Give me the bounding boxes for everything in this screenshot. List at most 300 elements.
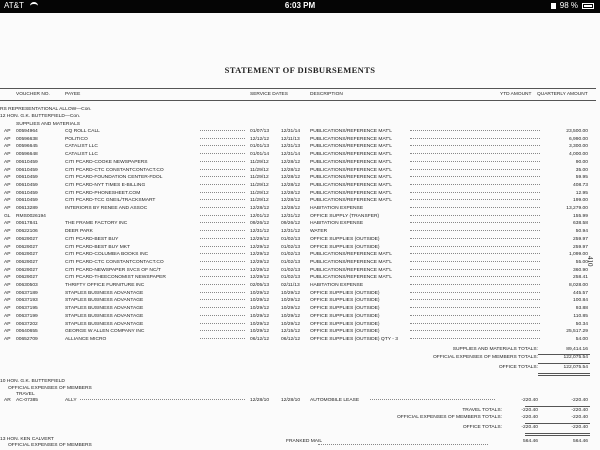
- col-service-dates: SERVICE DATES: [250, 92, 288, 97]
- voucher-number: 00629027: [16, 244, 38, 250]
- voucher-type: AP: [4, 159, 11, 165]
- voucher-number: 00596645: [16, 144, 38, 150]
- office-totals-2-ytd: -220.40: [521, 425, 538, 430]
- voucher-type: AP: [4, 306, 11, 312]
- voucher-number: 00637195: [16, 306, 38, 312]
- leader-dots: [200, 238, 245, 239]
- leader-dots: [410, 207, 540, 208]
- description: PUBLICATIONS/REFERENCE MAT'L: [310, 159, 393, 165]
- service-start: 12/29/12: [250, 275, 270, 281]
- quarterly-amount: 155.99: [573, 213, 588, 219]
- voucher-type: AP: [4, 259, 11, 265]
- payee: ALLIANCE MICRO: [65, 336, 107, 342]
- payee: CATALIST LLC: [65, 152, 98, 158]
- payee: CITI PCARD-COOKE NEWSPAPERS: [65, 159, 148, 165]
- leader-dots: [200, 145, 245, 146]
- service-end: 12/28/12: [281, 175, 301, 181]
- payee: STAPLES BUSINESS ADVANTAGE: [65, 306, 144, 312]
- voucher-number: 00630503: [16, 283, 38, 288]
- leader-dots: [410, 130, 540, 131]
- quarterly-amount: 259.97: [573, 236, 588, 242]
- service-end: 12/31/14: [281, 152, 301, 158]
- quarterly-amount: 110.85: [573, 313, 588, 319]
- service-start: 12/01/12: [250, 213, 270, 219]
- payee: CITI PCARD-THEECONOMIST NEWSPAPER: [65, 275, 166, 281]
- service-start: 10/29/12: [250, 313, 270, 319]
- voucher-number: 00637189: [16, 290, 38, 296]
- travel-totals-ytd: -220.40: [521, 408, 538, 413]
- service-start: 12/29/12: [250, 259, 270, 265]
- member-heading: 12 HON. G.K. BUTTERFIELD—Con.: [0, 114, 81, 119]
- double-rule-c: [525, 433, 590, 434]
- leader-dots: [200, 169, 245, 170]
- voucher-number: 00637199: [16, 313, 38, 319]
- voucher-number: 00629027: [16, 252, 38, 258]
- official-expenses-totals-2-label: OFFICIAL EXPENSES OF MEMBERS TOTALS:: [397, 415, 502, 420]
- service-end: 12/11/13: [281, 136, 300, 142]
- voucher-number: 00596648: [16, 152, 38, 158]
- service-end: 01/02/13: [281, 259, 301, 265]
- franked-mail-q: 564.46: [573, 439, 588, 444]
- leader-dots: [410, 284, 540, 285]
- service-start: 10/29/12: [250, 306, 270, 312]
- voucher-number: AC-07385: [16, 398, 39, 403]
- description: PUBLICATIONS/REFERENCE MAT'L: [310, 144, 393, 150]
- voucher-number: 00629027: [16, 275, 38, 281]
- service-start: 10/29/12: [250, 290, 270, 296]
- service-start: 12/12/12: [250, 136, 270, 142]
- leader-dots: [200, 315, 245, 316]
- voucher-number: 00610459: [16, 182, 38, 188]
- voucher-type: AP: [4, 236, 11, 242]
- service-start: 10/29/12: [250, 321, 270, 327]
- leader-dots: [410, 253, 540, 254]
- voucher-type: AP: [4, 313, 11, 319]
- leader-dots: [200, 261, 245, 262]
- quarterly-amount: 35.00: [575, 167, 588, 173]
- voucher-type: GL: [4, 213, 11, 219]
- description: PUBLICATIONS/REFERENCE MAT'L: [310, 152, 393, 158]
- leader-dots: [200, 222, 245, 223]
- leader-dots: [410, 169, 540, 170]
- description: HABITATION EXPENSE: [310, 221, 364, 227]
- voucher-number: 00637193: [16, 298, 38, 304]
- service-end: 12/28/12: [281, 206, 301, 211]
- voucher-number: 00594964: [16, 129, 38, 134]
- leader-dots: [410, 330, 540, 331]
- service-start: 12/31/12: [250, 229, 270, 235]
- description: PUBLICATIONS/REFERENCE MAT'L: [310, 198, 393, 204]
- document-page[interactable]: [0, 13, 600, 450]
- service-end: 12/31/12: [281, 229, 301, 235]
- office-totals-value: 122,075.54: [563, 365, 588, 370]
- section-heading: RS REPRESENTATIONAL ALLOW—Con.: [0, 107, 92, 112]
- leader-dots: [200, 330, 245, 331]
- leader-dots: [410, 161, 540, 162]
- leader-dots: [410, 323, 540, 324]
- leader-dots: [410, 176, 540, 177]
- voucher-number: 00610459: [16, 198, 38, 204]
- voucher-type: AP: [4, 167, 11, 173]
- leader-dots: [200, 230, 245, 231]
- quarterly-amount: 23,500.00: [566, 129, 588, 134]
- payee: CITI PCARD-TCC GNEIL/TRACKSMART: [65, 198, 156, 204]
- voucher-type: AP: [4, 144, 11, 150]
- section3-member: 13 HON. KEN CALVERT: [0, 437, 54, 442]
- col-payee: PAYEE: [65, 92, 81, 97]
- service-end: 01/02/13: [281, 267, 301, 273]
- service-start: 11/29/12: [250, 167, 269, 173]
- description: OFFICE SUPPLIES (OUTSIDE): [310, 329, 380, 335]
- service-start: 10/29/12: [250, 329, 270, 335]
- supplies-totals-value: 89,414.16: [566, 347, 588, 352]
- description: OFFICE SUPPLIES (OUTSIDE): [310, 306, 380, 312]
- voucher-type: AP: [4, 244, 11, 250]
- leader-dots: [200, 184, 245, 185]
- service-start: 11/29/12: [250, 159, 269, 165]
- service-start: 12/29/12: [250, 236, 270, 242]
- voucher-number: 00629027: [16, 259, 38, 265]
- description: OFFICE SUPPLIES (OUTSIDE) QTY - 3: [310, 336, 398, 342]
- description: PUBLICATIONS/REFERENCE MAT'L: [310, 182, 393, 188]
- voucher-number: 00629027: [16, 236, 38, 242]
- payee: INTERIORS BY RENEE AND ASSOC: [65, 206, 148, 211]
- voucher-type: AP: [4, 267, 11, 273]
- quarterly-amount: 408.73: [573, 182, 588, 188]
- service-end: 12/28/12: [281, 167, 301, 173]
- leader-dots: [410, 338, 540, 339]
- voucher-type: AP: [4, 198, 11, 204]
- leader-dots: [200, 299, 245, 300]
- voucher-type: AP: [4, 298, 11, 304]
- description: PUBLICATIONS/REFERENCE MAT'L: [310, 259, 393, 265]
- voucher-type: AP: [4, 252, 11, 258]
- service-end: 01/02/13: [281, 236, 301, 242]
- page-number: 410: [586, 256, 594, 267]
- col-ytd: YTD AMOUNT: [500, 92, 532, 97]
- leader-dots: [410, 292, 540, 293]
- supplies-totals-label: SUPPLIES AND MATERIALS TOTALS:: [452, 347, 538, 352]
- payee: CITI PCARD-FOUNDATION CENTER-FDOL: [65, 175, 163, 181]
- service-end: 12/31/14: [281, 129, 301, 134]
- voucher-number: 00610459: [16, 175, 38, 181]
- leader-dots: [370, 399, 495, 400]
- service-start: 12/29/12: [250, 267, 270, 273]
- leader-dots: [200, 215, 245, 216]
- service-start: 01/01/13: [250, 144, 270, 150]
- leader-dots: [410, 222, 540, 223]
- service-end: 12/28/12: [281, 198, 301, 204]
- payee: THE FRAME FACTORY INC: [65, 221, 128, 227]
- leader-dots: [200, 138, 245, 139]
- double-rule-d: [525, 435, 590, 436]
- voucher-type: AP: [4, 206, 11, 211]
- leader-dots: [410, 261, 540, 262]
- description: HABITATION EXPENSE: [310, 283, 364, 288]
- official-expenses-totals-label: OFFICIAL EXPENSES OF MEMBERS TOTALS:: [433, 355, 538, 360]
- description: OFFICE SUPPLIES (OUTSIDE): [310, 290, 380, 296]
- franked-mail-desc: FRANKED MAIL: [286, 439, 323, 444]
- payee: CITI PCARD-BEST BUY: [65, 236, 119, 242]
- service-end: 10/29/12: [281, 313, 301, 319]
- leader-dots: [200, 284, 245, 285]
- battery-icon: [582, 3, 594, 9]
- service-end: 02/11/13: [281, 283, 300, 288]
- header-rule-bottom: [0, 100, 596, 101]
- leader-dots: [410, 145, 540, 146]
- col-description: DESCRIPTION: [310, 92, 343, 97]
- total-rule: [538, 363, 590, 364]
- voucher-number: 00637202: [16, 321, 38, 327]
- service-start: 11/29/12: [250, 182, 269, 188]
- description: WATER: [310, 229, 328, 235]
- clock: 6:03 PM: [284, 1, 316, 10]
- ios-status-bar: [0, 0, 600, 13]
- description: OFFICE SUPPLIES (OUTSIDE): [310, 244, 380, 250]
- office-totals-2-q: -220.40: [571, 425, 588, 430]
- voucher-type: AP: [4, 290, 11, 296]
- description: PUBLICATIONS/REFERENCE MAT'L: [310, 167, 393, 173]
- leader-dots: [410, 138, 540, 139]
- description: OFFICE SUPPLIES (OUTSIDE): [310, 321, 380, 327]
- description: AUTOMOBILE LEASE: [310, 398, 360, 403]
- leader-dots: [410, 199, 540, 200]
- payee: POLITICO: [65, 136, 88, 142]
- voucher-type: AP: [4, 221, 11, 227]
- voucher-type: AP: [4, 182, 11, 188]
- leader-dots: [200, 161, 245, 162]
- leader-dots: [410, 238, 540, 239]
- office-totals-2-label: OFFICE TOTALS:: [462, 425, 502, 430]
- travel-totals-label: TRAVEL TOTALS:: [462, 408, 502, 413]
- leader-dots: [80, 399, 245, 400]
- ytd-amount: -220.40: [521, 398, 538, 403]
- description: OFFICE SUPPLIES (OUTSIDE): [310, 313, 380, 319]
- service-start: 11/29/12: [250, 190, 269, 196]
- description: PUBLICATIONS/REFERENCE MAT'L: [310, 252, 393, 258]
- description: PUBLICATIONS/REFERENCE MAT'L: [310, 175, 393, 181]
- quarterly-amount: 445.57: [573, 290, 588, 296]
- quarterly-amount: 90.00: [575, 159, 588, 165]
- voucher-type: AP: [4, 329, 11, 335]
- payee: STAPLES BUSINESS ADVANTAGE: [65, 290, 144, 296]
- service-start: 12/29/12: [250, 252, 270, 258]
- leader-dots: [200, 269, 245, 270]
- service-end: 10/29/12: [281, 306, 301, 312]
- voucher-number: RMS0026194: [16, 213, 46, 219]
- battery-percent: 98 %: [559, 1, 578, 10]
- payee: CITI PCARD-CTC CONSTANTCONTACT.CO: [65, 167, 164, 173]
- description: HABITATION EXPENSE: [310, 206, 364, 211]
- official-expenses-totals-2-q: -220.40: [571, 415, 588, 420]
- leader-dots: [410, 299, 540, 300]
- service-end: 12/28/12: [281, 190, 301, 196]
- voucher-type: AP: [4, 136, 11, 142]
- leader-dots: [410, 184, 540, 185]
- leader-dots: [410, 276, 540, 277]
- description: PUBLICATIONS/REFERENCE MAT'L: [310, 267, 393, 273]
- official-expenses-totals-value: 122,075.54: [563, 355, 588, 360]
- official-expenses-totals-2-ytd: -220.40: [521, 415, 538, 420]
- payee: STAPLES BUSINESS ADVANTAGE: [65, 313, 144, 319]
- leader-dots: [200, 192, 245, 193]
- voucher-type: AP: [4, 283, 11, 288]
- quarterly-amount: 360.90: [573, 267, 588, 273]
- service-start: 11/29/12: [250, 198, 269, 204]
- quarterly-amount: 8,028.00: [568, 283, 588, 288]
- service-start: 01/07/13: [250, 129, 270, 134]
- double-rule-b: [538, 375, 590, 376]
- quarterly-amount: 100.84: [573, 298, 588, 304]
- payee: CITI PCARD-PHONESHEET.COM: [65, 190, 141, 196]
- quarterly-amount: 638.58: [573, 221, 588, 227]
- payee: DEER PARK: [65, 229, 93, 235]
- quarterly-amount: 93.88: [575, 306, 588, 312]
- description: OFFICE SUPPLY (TRANSFER): [310, 213, 380, 219]
- leader-dots: [200, 130, 245, 131]
- leader-dots: [200, 307, 245, 308]
- office-totals-label: OFFICE TOTALS:: [498, 365, 538, 370]
- service-end: 12/28/12: [281, 182, 301, 188]
- statement-document: [0, 13, 600, 450]
- leader-dots: [200, 199, 245, 200]
- leader-dots: [410, 192, 540, 193]
- service-start: 12/29/12: [250, 244, 270, 250]
- voucher-type: AP: [4, 152, 11, 158]
- leader-dots: [200, 338, 245, 339]
- voucher-number: 00610459: [16, 159, 38, 165]
- payee: ALLY: [65, 398, 77, 403]
- service-end: 12/31/12: [281, 213, 301, 219]
- voucher-type: AP: [4, 321, 11, 327]
- payee: CITI PCARD-NYT TIMES E-BILLING: [65, 182, 146, 188]
- leader-dots: [200, 292, 245, 293]
- quarterly-amount: 3,300.00: [568, 144, 588, 150]
- service-end: 01/02/13: [281, 244, 301, 250]
- travel-totals-q: -220.40: [571, 408, 588, 413]
- header-rule-top: [0, 88, 596, 89]
- service-start: 12/28/10: [250, 398, 270, 403]
- quarterly-amount: 259.97: [573, 244, 588, 250]
- payee: CATALIST LLC: [65, 144, 98, 150]
- voucher-number: 00610459: [16, 167, 38, 173]
- payee: THRIFTY OFFICE FURNITURE INC: [65, 283, 145, 288]
- quarterly-amount: 13,279.00: [566, 206, 588, 211]
- quarterly-amount: 50.94: [575, 229, 588, 235]
- leader-dots: [200, 176, 245, 177]
- leader-dots: [318, 444, 488, 445]
- service-start: 12/28/12: [250, 206, 270, 211]
- quarterly-amount: 25,517.29: [566, 329, 588, 335]
- double-rule-a: [538, 373, 590, 374]
- voucher-number: 00613289: [16, 206, 38, 211]
- service-end: 06/12/12: [281, 336, 301, 342]
- quarterly-amount: 59.95: [575, 175, 588, 181]
- voucher-number: 00596638: [16, 136, 38, 142]
- travel-rule: [525, 406, 590, 407]
- leader-dots: [200, 153, 245, 154]
- col-quarterly: QUARTERLY AMOUNT: [537, 92, 588, 97]
- quarterly-amount: 258.41: [573, 275, 588, 281]
- leader-dots: [410, 153, 540, 154]
- quarterly-amount: 50.34: [575, 321, 588, 327]
- payee: CITI PCARD-BEST BUY MKT: [65, 244, 131, 250]
- payee: GEORGE W ALLEN COMPANY INC: [65, 329, 145, 335]
- orientation-lock-icon: [551, 3, 556, 9]
- leader-dots: [410, 315, 540, 316]
- voucher-type: AP: [4, 175, 11, 181]
- leader-dots: [200, 253, 245, 254]
- document-title: STATEMENT OF DISBURSEMENTS: [224, 65, 376, 75]
- section2-category: OFFICIAL EXPENSES OF MEMBERS: [8, 386, 92, 391]
- service-start: 01/01/14: [250, 152, 270, 158]
- description: PUBLICATIONS/REFERENCE MAT'L: [310, 190, 393, 196]
- service-end: 10/29/12: [281, 290, 301, 296]
- service-start: 11/29/12: [250, 175, 269, 181]
- payee: CITI PCARD-COLUMBIA BOOKS INC: [65, 252, 149, 258]
- leader-dots: [410, 246, 540, 247]
- voucher-number: 00617841: [16, 221, 38, 227]
- service-start: 02/05/13: [250, 283, 270, 288]
- voucher-type: AP: [4, 229, 11, 235]
- leader-dots: [410, 269, 540, 270]
- voucher-type: AP: [4, 190, 11, 196]
- voucher-number: 00610459: [16, 190, 38, 196]
- leader-dots: [410, 230, 540, 231]
- voucher-number: 00640655: [16, 329, 38, 335]
- leader-dots: [410, 307, 540, 308]
- voucher-type: AP: [4, 129, 11, 134]
- payee: STAPLES BUSINESS ADVANTAGE: [65, 321, 144, 327]
- office-rule-2: [525, 423, 590, 424]
- section3-category: OFFICIAL EXPENSES OF MEMBERS: [8, 443, 92, 448]
- table-row: [0, 338, 600, 346]
- payee: CQ ROLL CALL: [65, 129, 100, 134]
- service-end: 01/02/13: [281, 252, 301, 258]
- voucher-type: AP: [4, 275, 11, 281]
- quarterly-amount: 4,000.00: [568, 152, 588, 158]
- quarterly-amount: 12.95: [575, 190, 588, 196]
- leader-dots: [410, 215, 540, 216]
- service-end: 10/29/12: [281, 321, 301, 327]
- quarterly-amount: 55.00: [575, 259, 588, 265]
- section2-subcategory: TRAVEL: [16, 392, 35, 397]
- description: OFFICE SUPPLIES (OUTSIDE): [310, 298, 380, 304]
- service-start: 10/29/12: [250, 298, 270, 304]
- voucher-number: 00652709: [16, 336, 38, 342]
- service-end: 10/29/12: [281, 298, 301, 304]
- leader-dots: [200, 207, 245, 208]
- travel-row: [0, 399, 600, 407]
- quarterly-amount: 199.00: [573, 198, 588, 204]
- description: OFFICE SUPPLIES (OUTSIDE): [310, 236, 380, 242]
- category-heading: SUPPLIES AND MATERIALS: [16, 122, 81, 127]
- col-voucher: VOUCHER NO.: [16, 92, 50, 97]
- leader-dots: [200, 323, 245, 324]
- voucher-number: 00622106: [16, 229, 38, 235]
- payee: CITI PCARD-NEWSPAPER SVCS OF NC/T: [65, 267, 161, 273]
- voucher-type: AR: [4, 398, 11, 403]
- payee: CITI PCARD-CTC CONSTANTCONTACT.CO: [65, 259, 164, 265]
- service-end: 12/28/12: [281, 159, 301, 165]
- payee: STAPLES BUSINESS ADVANTAGE: [65, 298, 144, 304]
- quarterly-amount: 1,099.00: [568, 252, 588, 258]
- section2-member: 10 HON. G.K. BUTTERFIELD: [0, 379, 65, 384]
- voucher-number: 00629027: [16, 267, 38, 273]
- service-start: 09/26/12: [250, 221, 270, 227]
- description: PUBLICATIONS/REFERENCE MAT'L: [310, 136, 393, 142]
- quarterly-amount: 54.00: [575, 336, 588, 342]
